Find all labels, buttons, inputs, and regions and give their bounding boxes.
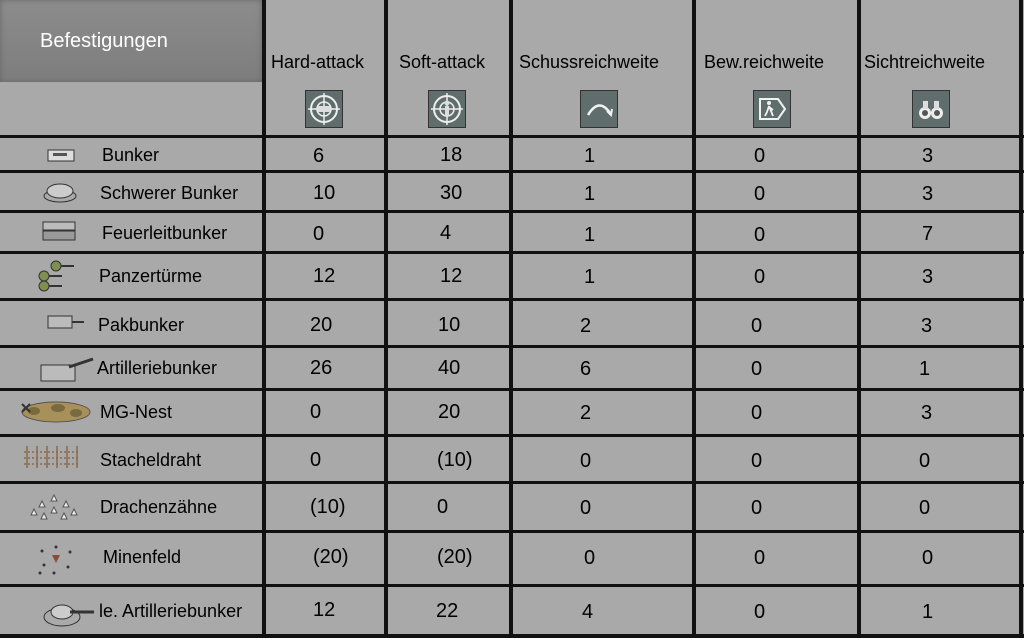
minefield-icon: [36, 543, 76, 582]
soft-attack-target-icon: [428, 90, 466, 128]
heavy-bunker-icon: [42, 181, 78, 208]
sight-value: 3: [922, 266, 934, 288]
grid-line: [0, 210, 1024, 213]
unit-name: Feuerleitbunker: [102, 223, 228, 243]
soft-attack-value: 30: [440, 182, 463, 204]
grid-line: [692, 0, 696, 638]
soft-attack-value: 10: [438, 314, 461, 336]
fire-control-bunker-icon: [42, 220, 76, 247]
grid-line: [0, 345, 1024, 348]
column-header-soft-attack: Soft-attack: [399, 52, 486, 72]
soft-attack-value: 0: [437, 496, 449, 518]
light-artillery-bunker-icon: [42, 599, 98, 634]
movement-value: 0: [754, 183, 766, 205]
soft-attack-value: (20): [437, 546, 473, 568]
barbed-wire-icon: [24, 444, 82, 475]
column-header-movement: Bew.reichweite: [704, 52, 825, 72]
range-value: 0: [580, 450, 592, 472]
range-value: 0: [580, 497, 592, 519]
range-value: 6: [580, 358, 592, 380]
grid-line: [0, 584, 1024, 587]
column-header-sight: Sichtreichweite: [864, 52, 986, 72]
unit-name: Pakbunker: [98, 315, 185, 335]
sight-value: 1: [922, 601, 934, 623]
grid-line: [0, 530, 1024, 533]
movement-value: 0: [751, 315, 763, 337]
grid-line: [384, 0, 388, 638]
movement-value: 0: [751, 497, 763, 519]
soft-attack-value: 20: [438, 401, 461, 423]
unit-name: Minenfeld: [103, 547, 182, 567]
hard-attack-value: 12: [313, 599, 336, 621]
soft-attack-value: 12: [440, 265, 463, 287]
antitank-bunker-icon: [46, 313, 86, 336]
title-box: [0, 0, 262, 82]
dragon-teeth-icon: [28, 493, 80, 528]
hard-attack-value: 10: [313, 182, 336, 204]
sight-value: 0: [919, 450, 931, 472]
grid-line: [0, 251, 1024, 254]
grid-line: [0, 170, 1024, 173]
soft-attack-value: (10): [437, 449, 473, 471]
sight-value: 3: [922, 183, 934, 205]
movement-sign-icon: [753, 90, 791, 128]
movement-value: 0: [751, 358, 763, 380]
unit-name: Bunker: [102, 145, 160, 165]
movement-value: 0: [754, 145, 766, 167]
hard-attack-value: 0: [313, 223, 325, 245]
unit-name: Schwerer Bunker: [100, 183, 239, 203]
unit-name: MG-Nest: [100, 402, 172, 422]
grid-line: [0, 298, 1024, 301]
table-title: Befestigungen: [40, 30, 168, 52]
hard-attack-value: (10): [310, 496, 346, 518]
hard-attack-target-icon: [305, 90, 343, 128]
movement-value: 0: [751, 450, 763, 472]
hard-attack-value: 20: [310, 314, 333, 336]
sight-value: 1: [919, 358, 931, 380]
range-value: 0: [584, 547, 596, 569]
grid-line: [509, 0, 513, 638]
tank-turrets-icon: [34, 257, 82, 298]
sight-value: 3: [922, 145, 934, 167]
grid-line: [0, 135, 1024, 138]
movement-value: 0: [754, 601, 766, 623]
bunker-icon: [47, 147, 75, 168]
movement-value: 0: [754, 547, 766, 569]
sight-value: 3: [921, 315, 933, 337]
unit-name: Artilleriebunker: [97, 358, 218, 378]
range-value: 2: [580, 402, 592, 424]
sight-value: 0: [919, 497, 931, 519]
hard-attack-value: (20): [313, 546, 349, 568]
range-value: 1: [584, 224, 596, 246]
sight-value: 3: [921, 402, 933, 424]
grid-line: [0, 634, 1024, 638]
unit-name: Panzertürme: [99, 266, 203, 286]
sight-value: 7: [922, 223, 934, 245]
column-header-hard-attack: Hard-attack: [271, 52, 365, 72]
unit-name: Stacheldraht: [100, 450, 202, 470]
hard-attack-value: 0: [310, 401, 322, 423]
grid-line: [0, 434, 1024, 437]
unit-name: le. Artilleriebunker: [99, 601, 243, 621]
range-value: 4: [582, 601, 594, 623]
column-header-range: Schussreichweite: [519, 52, 660, 72]
sight-value: 0: [922, 547, 934, 569]
soft-attack-value: 22: [436, 600, 459, 622]
movement-value: 0: [754, 266, 766, 288]
soft-attack-value: 40: [438, 357, 461, 379]
hard-attack-value: 6: [313, 145, 325, 167]
grid-line: [1019, 0, 1023, 638]
range-value: 2: [580, 315, 592, 337]
grid-line: [0, 481, 1024, 484]
range-value: 1: [584, 183, 596, 205]
grid-line: [857, 0, 861, 638]
movement-value: 0: [751, 402, 763, 424]
soft-attack-value: 18: [440, 144, 463, 166]
grid-line: [262, 0, 266, 638]
mg-nest-icon: [14, 396, 94, 431]
range-value: 1: [584, 266, 596, 288]
unit-name: Drachenzähne: [100, 497, 218, 517]
grid-line: [0, 388, 1024, 391]
soft-attack-value: 4: [440, 222, 452, 244]
binoculars-icon: [912, 90, 950, 128]
hard-attack-value: 0: [310, 449, 322, 471]
range-value: 1: [584, 145, 596, 167]
hard-attack-value: 26: [310, 357, 333, 379]
range-arc-icon: [580, 90, 618, 128]
artillery-bunker-icon: [39, 355, 95, 390]
movement-value: 0: [754, 224, 766, 246]
hard-attack-value: 12: [313, 265, 336, 287]
